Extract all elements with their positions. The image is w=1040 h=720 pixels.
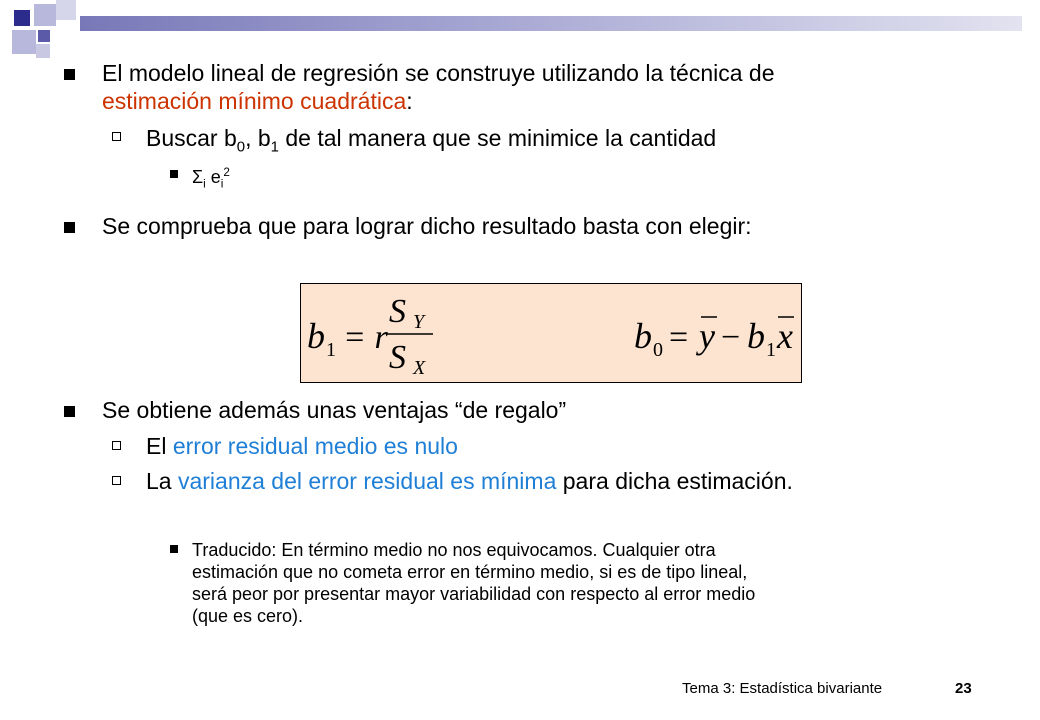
bullet-text-regression-model: El modelo lineal de regresión se construye utilizando la técnica de estimación mínimo cuadrática:	[102, 60, 775, 114]
subbullet-text-min-variance: La varianza del error residual es mínima para dicha estimación.	[146, 468, 793, 494]
header-gradient-bar	[80, 16, 1022, 31]
bullet-small-square	[170, 545, 178, 553]
bullet-square	[64, 222, 75, 233]
translated-explanation: Traducido: En término medio no nos equivocamos. Cualquier otra estimación que no cometa error en término medio, si es de tipo lineal, será peor por presentar mayor variabilidad con respecto al error medio (que es cero).	[192, 540, 756, 626]
highlight-min-variance: varianza del error residual es mínima	[177, 468, 557, 494]
corner-square-dark	[38, 30, 50, 42]
corner-square-light	[36, 44, 50, 58]
b0-subscript: 0	[653, 339, 663, 361]
y-bar-symbol: y	[699, 316, 715, 356]
corner-square-light	[56, 0, 76, 20]
regression-coefficients-formula	[301, 284, 800, 381]
corner-square-light	[12, 30, 36, 54]
b1-subscript-second: 1	[766, 339, 776, 361]
numerator-sub-y: Y	[413, 311, 425, 333]
corner-square-dark	[14, 10, 30, 26]
b1-subscript: 1	[326, 339, 336, 361]
corner-square-light	[34, 4, 56, 26]
subbullet-text-minimize: Buscar $b_0$, $b_1$ de tal manera que se minimice la cantidad	[146, 125, 717, 156]
b0-symbol: b	[634, 316, 652, 356]
subbullet-text-null-error: El error residual medio es nulo	[146, 433, 458, 459]
x-bar-symbol: x	[777, 316, 793, 356]
highlight-null-error: error residual medio es nulo	[172, 433, 458, 459]
denominator-s: S	[389, 339, 406, 376]
denominator-sub-x: X	[413, 357, 426, 379]
formula-box	[300, 283, 802, 383]
minus-sign: −	[721, 319, 741, 356]
b1-symbol-second: b	[747, 316, 765, 356]
footer-title: Tema 3: Estadística bivariante	[682, 680, 883, 697]
page-number: 23	[955, 680, 972, 697]
bullet-text-advantages: Se obtiene además unas ventajas “de regalo”	[102, 397, 567, 423]
sum-of-squared-residuals: $\Sigma_i$ $e_i^2$	[192, 166, 230, 191]
bullet-square	[64, 406, 75, 417]
highlight-estimation: estimación mínimo cuadrática	[102, 88, 407, 114]
b1-symbol: b	[307, 316, 325, 356]
equals-sign: =	[669, 319, 689, 356]
bullet-hollow-square	[112, 441, 121, 450]
bullet-hollow-square	[112, 476, 121, 485]
numerator-s: S	[389, 293, 406, 330]
bullet-small-square	[170, 170, 178, 178]
bullet-text-choose: Se comprueba que para lograr dicho resultado basta con elegir:	[102, 213, 752, 239]
equals-r: = r	[343, 319, 388, 356]
bullet-square	[64, 69, 75, 80]
bullet-hollow-square	[112, 132, 121, 141]
